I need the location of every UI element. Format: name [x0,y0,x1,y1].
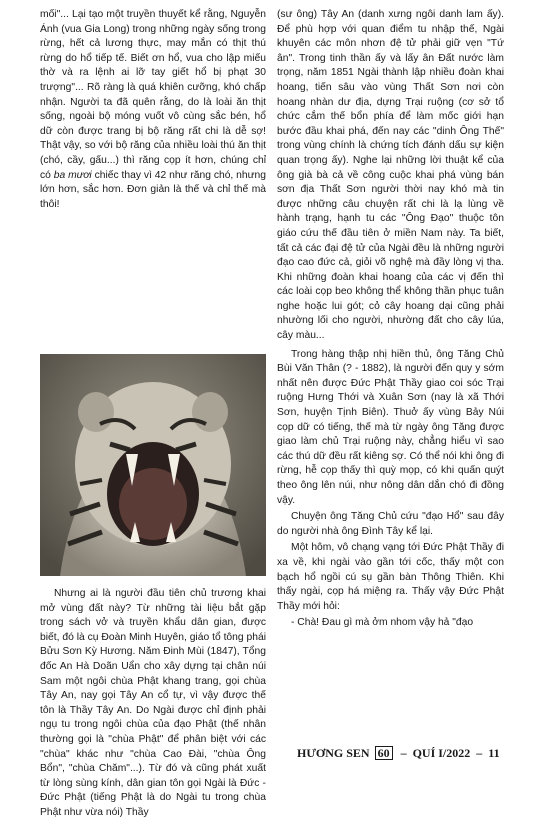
page-number: 11 [488,746,500,760]
left-paragraph-1-text: mối"... Lại tạo một truyền thuyết kể rằng, Nguyễn Ánh (vua Gia Long) trong những ngày sống trong rừng, hết cả lương thực, may mắn có thịt thú rừng do hổ tiếp tế. Biết ơn hổ, vua cho lập miếu thờ và ra lệnh ai lỡ tay giết hổ bị phạt 30 trượng"... Rõ ràng là quá khiên cưỡng, khó chấp nhận. Người ta đã quên rằng, do là loài ăn thịt sống, ngoài bộ móng vuốt vô cùng sắc bén, hổ dữ còn được trang bị bộ răng rất chi là dễ sợ! Thật vậy, so với bộ răng của nhiều loài thú ăn thịt (chó, cầy, gấu...) thì răng cọp ít hơn, chúng chỉ có [40,9,266,181]
right-paragraph-2: Trong hàng thập nhị hiền thủ, ông Tăng Chủ Bùi Văn Thân (? - 1882), là người đến quy y sớm nhất nên được Đức Phật Thầy giao coi sóc Trại ruộng Hưng Thới và Xuân Sơn (nay là xã Thới Sơn, huyện Tịnh Biên). Thuở ấy vùng Bảy Núi cọp dữ có tiếng, thế mà từ ngày ông Tăng được giao làm chủ Trại ruộng này, chẳng hiểu vì sao các thú dữ đều rất kiêng sợ. Có thể nói khi ông đi rừng, hễ cọp thấy thì quỳ mọp, có khi quấn quýt theo ông lên núi, như nông dân dắn chó đi đồng vậy. [277,348,504,506]
tiger-photo [40,354,266,576]
left-column [40,8,266,212]
magazine-name: HƯƠNG SEN [297,746,370,760]
left-paragraph-2: Nhưng ai là người đầu tiên chủ trương khai mở vùng đất này? Từ những tài liệu bắt gặp trong sách vở và truyền khẩu dân gian, được biết, đó là cụ Đoàn Minh Huyên, giáo tổ tông phái Bửu Sơn Kỳ Hương. Năm Đinh Mùi (1847), Tổng đốc An Hà Doãn Uẩn cho xây dựng tại chân núi Sam một ngôi chùa Phật khang trang, gọi chùa Tây An, nay gọi Tây An cổ tự, vì vậy được thế tôn là Thầy Tây An. Do Ngài được chỉ định phải ngụ tu trong ngôi chùa của đạo Phật (thế nhân thường gọi là "chùa Phật" để phân biệt với các "chùa" khác như "chùa Cao Đài, "chùa Ông Bổn", "chùa Chăm"...). Từ đó và cũng phát xuất từ lòng sùng kính, dân gian tôn gọi Ngài là Đức - Đức Phật (tiếng Phật là do Ngài tu trong chùa Phật như vừa nói) Thầy [40,588,266,818]
issue-number: 60 [375,746,393,760]
tiger-image [40,354,266,576]
left-paragraph-1 [40,8,266,212]
right-paragraph-5: - Chà! Đau gì mà ởm nhom vậy hả "đạo [291,617,474,629]
left-column-bottom [40,587,266,821]
right-paragraph-3: Chuyện ông Tăng Chủ cứu "đạo Hổ" sau đây do người nhà ông Đình Tây kể lại. [277,511,504,537]
page-footer [297,746,507,762]
left-paragraph-1-italic: ba mươi [53,169,92,181]
right-paragraph-4: Một hôm, vô chạng vạng tới Đức Phật Thầy đi xa về, khi ngài vào gần tới cốc, thấy một con bạch hổ ngồi cú sụ gần bàn Thông Thiên. Khi thấy ngài, cọp há miệng ra. Thấy vậy Đức Phật Thầy mới hỏi: [277,542,504,612]
right-paragraph-1: (sư ông) Tây An (danh xưng ngôi danh lam ấy). Để phù hợp với quan điểm tu nhập thế, Ngài khuyên các môn nhơn đệ tử phải giữ vẹn "Tứ ân". Trong tinh thần ấy và lấy ân Đất nước làm trọng, năm 1851 Ngài thành lập nhiều đoàn khai hoang, tiến sâu vào vùng Thất Sơn nơi còn hoang nhàn dư địa, dựng Trại ruộng (cơ sở tổ chức cắm thế bổn phía để làm mốc giới hạn bước đầu khai phá, đến nay các "dinh Ông Thế" trong vùng chính là chứng tích đánh dấu sự kiện quan trọng ấy). Nghe lại những lời thuật kể của ông già bà cả về công cuộc khai phá vùng bán sơn địa Thất Sơn người thời nay khó mà tin được những câu chuyện rất chi là lạ lùng về hành trạng, hạnh tu các "Ông Đạo" thuộc tôn giáo cứu thế đầu tiên ở miền Nam này. Ta biết, tất cả các đại đệ tử của Ngài đều là những người đạo cao đức cả, giỏi võ nghệ mà đầy lòng vị tha. Khi những đoàn khai hoang của các vị đến thì các loài cọp beo không thể không thần phục tuân nghe hoặc lui gót; cỏ cây hoang dại cũng phải nhường lối cho người, nhường đất cho cây lúa, cây màu... [277,9,504,342]
footer-dash-2: – [476,746,483,760]
right-column [277,8,504,631]
footer-dash: – [400,746,407,760]
issue-quarter: QUÍ I/2022 [412,746,471,760]
left-paragraph-1-end: chiếc thay vì 42 như răng chó, nhưng lớn hơn, sắc hơn. Đơn giản là thế và chỉ thế mà thôi! [40,169,266,210]
